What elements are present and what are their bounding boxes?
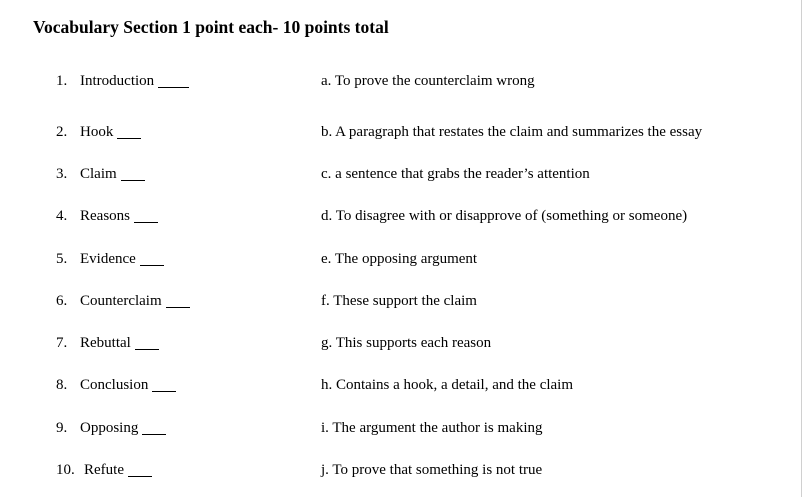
term-text: Counterclaim — [80, 293, 162, 309]
item-term — [80, 205, 158, 227]
answer-blank[interactable] — [166, 306, 190, 308]
section-title: Vocabulary Section 1 point each- 10 points total — [33, 17, 389, 37]
answer-blank[interactable] — [121, 179, 145, 181]
item-term — [80, 417, 166, 439]
term-text: Claim — [80, 166, 117, 182]
item-number: 5. — [56, 251, 68, 267]
term-text: Introduction — [80, 73, 155, 89]
item-term — [80, 248, 164, 270]
vocab-row — [0, 459, 803, 481]
item-definition: e. The opposing argument — [321, 251, 478, 267]
answer-blank[interactable] — [128, 475, 152, 477]
vocab-row — [0, 417, 803, 439]
item-number: 10. — [56, 462, 75, 478]
item-definition: d. To disagree with or disapprove of (something or someone) — [321, 208, 688, 224]
vocab-row — [0, 332, 803, 354]
item-definition: f. These support the claim — [321, 293, 477, 309]
answer-blank[interactable] — [142, 433, 166, 435]
vocab-row — [0, 163, 803, 185]
item-definition: h. Contains a hook, a detail, and the claim — [321, 377, 574, 393]
item-number: 4. — [56, 208, 68, 224]
answer-blank[interactable] — [140, 264, 164, 266]
vocab-row — [0, 290, 803, 312]
answer-blank[interactable] — [117, 137, 141, 139]
item-term — [80, 374, 176, 396]
term-text: Rebuttal — [80, 335, 131, 351]
item-number: 6. — [56, 293, 68, 309]
term-text: Opposing — [80, 420, 139, 436]
item-term — [80, 163, 145, 185]
item-number: 9. — [56, 420, 68, 436]
item-term — [80, 70, 189, 92]
vocab-row — [0, 70, 803, 92]
vocab-row — [0, 374, 803, 396]
item-definition: b. A paragraph that restates the claim and summarizes the essay — [321, 124, 703, 140]
term-text: Evidence — [80, 251, 136, 267]
item-definition: g. This supports each reason — [321, 335, 492, 351]
term-text: Hook — [80, 124, 114, 140]
item-definition: a. To prove the counterclaim wrong — [321, 73, 535, 89]
answer-blank[interactable] — [135, 348, 159, 350]
item-term — [80, 121, 141, 143]
item-number: 1. — [56, 73, 68, 89]
item-definition: i. The argument the author is making — [321, 420, 543, 436]
item-number: 8. — [56, 377, 68, 393]
term-text: Reasons — [80, 208, 130, 224]
vocab-row — [0, 205, 803, 227]
item-definition: j. To prove that something is not true — [321, 462, 543, 478]
item-definition: c. a sentence that grabs the reader’s attention — [321, 166, 590, 182]
item-term — [80, 332, 159, 354]
item-number: 2. — [56, 124, 68, 140]
item-number: 7. — [56, 335, 68, 351]
answer-blank[interactable] — [158, 86, 189, 88]
answer-blank[interactable] — [152, 390, 176, 392]
vocab-row — [0, 248, 803, 270]
answer-blank[interactable] — [134, 221, 158, 223]
item-number: 3. — [56, 166, 68, 182]
item-term — [80, 290, 190, 312]
vocab-row — [0, 121, 803, 143]
term-text: Refute — [84, 462, 124, 478]
item-term — [84, 459, 152, 481]
term-text: Conclusion — [80, 377, 149, 393]
